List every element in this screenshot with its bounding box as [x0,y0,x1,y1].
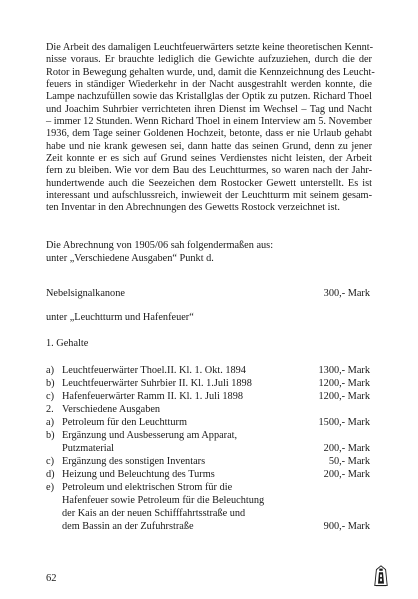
entry-row [46,468,370,481]
entry-text: Ergänzung des sonstigen Inventars [62,456,206,467]
entry-letter: a) [46,365,54,376]
entry-row [46,481,370,494]
entry-text: Hafenfeuer sowie Petroleum für die Beleuchtung [62,495,265,506]
paragraph-line: Die Arbeit des damaligen Leuchtfeuerwärters setzte keine theoretischen Kennt- [46,42,374,53]
entry-row [46,364,370,377]
entry-row [46,507,370,520]
entry-amount: 200,- Mark [323,443,370,454]
body-paragraph [46,42,375,215]
paragraph-line: 1936, dem Tage seiner Goldenen Hochzeit, betonte, dass er nie Urlaub gehabt [46,128,372,140]
entry-letter: c) [46,391,54,402]
entry-row [46,455,370,468]
entry-letter: e) [46,482,54,493]
entry-amount: 1200,- Mark [318,378,370,389]
entry-row [46,416,370,429]
page-number: 62 [46,573,57,584]
entry-text: der Kais an der neuen Schifffahrtsstraße und [62,508,246,519]
entry-letter: 2. [46,404,54,415]
nebel-amount: 300,- Mark [323,288,370,299]
entry-text: Leuchtfeuerwärter Thoel.II. Kl. 1. Okt. 1894 [62,365,246,376]
paragraph-line: Rotor in Bewegung gehalten wurde, und, damit die Kennzeichnung des Leucht- [46,66,375,78]
entry-letter: a) [46,417,54,428]
entry-text: Ergänzung und Ausbesserung am Apparat, [62,430,238,441]
paragraph-line: interessant und aufschlussreich, inwieweit der Leuchtturm mit seinem gesam- [46,190,372,202]
nebel-label: Nebelsignalkanone [46,288,125,299]
subheading: 1. Gehalte [46,338,89,349]
paragraph-line: ten Inventar in den Abrechnungen des Gewetts Rostock verzeichnet ist. [46,202,340,214]
entry-row [46,429,370,442]
entry-row [46,390,370,403]
entry-letter: b) [46,430,55,441]
entry-row [46,377,370,390]
intro-line: Die Abrechnung von 1905/06 sah folgendermaßen aus: [46,240,274,251]
entry-letter: c) [46,456,54,467]
paragraph-line: und Joachim Suhrbier verrichteten ihren Dienst im Wechsel – Tag und Nacht [46,103,372,115]
paragraph-line: habe und nie krank gewesen sei, dann hatte das seinen Grund, denn zu jener [46,140,372,152]
entry-text: Leuchtfeuerwärter Suhrbier II. Kl. 1.Juli 1898 [62,378,252,389]
paragraph-line: – immer 12 Stunden. Wenn Richard Thoel in einem Interview am 5. November [46,116,372,128]
lighthouse-emblem-icon [373,565,389,587]
intro-line: unter „Verschiedene Ausgaben“ Punkt d. [46,253,214,264]
entry-letter: b) [46,378,55,389]
entry-amount: 900,- Mark [323,521,370,532]
entry-amount: 1200,- Mark [318,391,370,402]
entry-text: Verschiedene Ausgaben [62,404,161,415]
entry-amount: 1300,- Mark [318,365,370,376]
entry-text: dem Bassin an der Zufuhrstraße [62,521,194,532]
paragraph-line: Zeit konnte er es sich auf Grund seines Verdienstes nicht leisten, der Arbeit [46,153,372,165]
paragraph-line: feuers in ständiger Wiederkehr in der Nacht ausgestrahlt werden konnte, die [46,79,372,91]
paragraph-line: fern zu bleiben. Wie vor dem Bau des Leuchtturmes, so waren nach der Jahr- [46,165,372,177]
entry-row [46,442,370,455]
entry-amount: 1500,- Mark [318,417,370,428]
entry-letter: d) [46,469,55,480]
entry-text: Hafenfeuerwärter Ramm II. Kl. 1. Juli 1898 [62,391,243,402]
paragraph-line: nisse voraus. Er brauchte lediglich die Gewichte aufzuziehen, durch die der [46,54,372,66]
entry-text: Petroleum für den Leuchtturm [62,417,187,428]
entry-amount: 200,- Mark [323,469,370,480]
section-heading: unter „Leuchtturm und Hafenfeuer“ [46,312,194,323]
entry-row [46,520,370,533]
entry-amount: 50,- Mark [328,456,370,467]
entry-text: Heizung und Beleuchtung des Turms [62,469,215,480]
paragraph-line: hundertwende auch die Seezeichen dem Rostocker Gewett unterstellt. Es ist [46,177,372,189]
entry-row [46,403,370,416]
entry-text: Putzmaterial [62,443,115,454]
nebel-row [46,287,370,300]
entry-row [46,494,370,507]
paragraph-line: Lampe nachzufüllen sowie das Kristallglas der Optik zu putzen. Richard Thoel [46,91,372,103]
entry-text: Petroleum und elektrischen Strom für die [62,482,233,493]
